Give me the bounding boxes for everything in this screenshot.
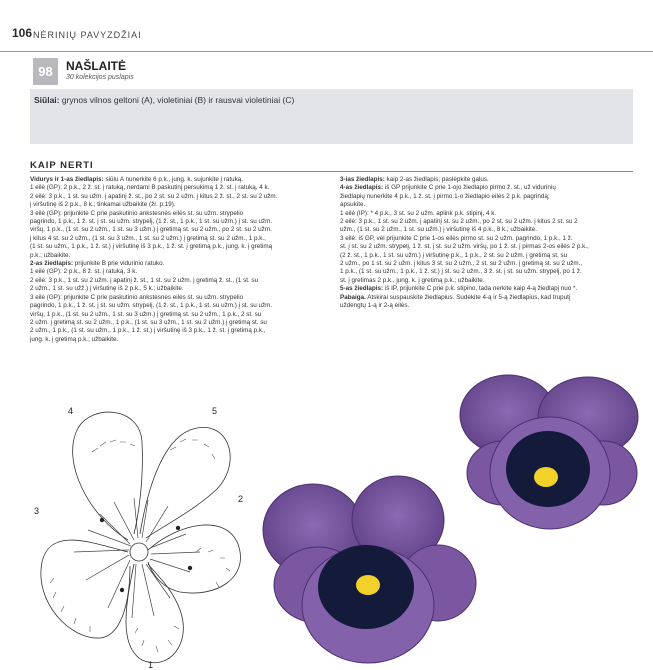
instruction-text: užm., (1 st. su 2 užm., 1 st. su užm.) į viršutinę iš 4 p.k., 8 k.; užbaikite. <box>340 226 538 234</box>
instructions-divider <box>30 171 633 172</box>
instruction-text: apsukite. <box>340 201 366 209</box>
instruction-text: jung. k. į gretimą p.k.; užbaikite. <box>30 335 119 343</box>
instruction-line <box>340 243 638 251</box>
instruction-text: 3 eilė (GP): prijunkite C prie paskutinio ankstesnės eilės st. su užm. strypelio <box>30 293 244 301</box>
instruction-text: 3 eilė (GP): prijunkite C prie paskutinio ankstesnės eilės st. su užm. strypelio <box>30 209 244 217</box>
instruction-text: 2 eilė: 3 p.k., 1 st. su 2 užm. į apatinį st. su 2 užm., po 2 st. su 2 užm. į kitus 2 st. su 2 <box>340 218 578 226</box>
instruction-text: 2 užm., 1 p.k., (1 st. su užm., 1 p.k., 1 ž. st.) į viršutinę iš 3 p.k., 1 ž. st. į gretimą p.k., <box>30 327 266 335</box>
instruction-text: 2 eilė: 3 p.k., 1 st. su 2 užm. į apatinį ž. st., 1 st. su 2 užm. į gretimą ž. st., (1 st. su <box>30 276 259 284</box>
instruction-line <box>340 302 638 310</box>
instruction-text: į kitus 4 st. su 2 užm., (1 st. su 3 užm., 1 st. su 2 užm.) į gretimą st. su 2 užm., 1 p.k., <box>30 234 266 242</box>
instruction-line <box>340 277 638 285</box>
instruction-line <box>340 285 638 293</box>
instruction-line <box>30 243 322 251</box>
instruction-line <box>340 176 638 184</box>
instruction-text: iš IP, prijunkite C prie p.k. stipino, tada nerkite kaip 4-ą žiedlapį nuo *. <box>383 285 578 293</box>
petal-label-5: 5 <box>212 406 218 416</box>
instructions-right-column <box>340 176 638 311</box>
instruction-text: kaip 2-as žiedlapis; paslėpkite galus. <box>384 176 489 183</box>
instruction-line <box>340 184 638 192</box>
crochet-chart <box>30 402 260 670</box>
instruction-line <box>340 210 638 218</box>
petal-5-outline <box>140 427 230 538</box>
yarn-text: grynos vilnos geltoni (A), violetiniai (B) ir rausvai violetiniai (C) <box>59 95 295 105</box>
pansy-flower-right <box>460 375 638 529</box>
instruction-label: 5-as žiedlapis: <box>340 285 384 293</box>
instruction-line <box>340 294 638 302</box>
pattern-subtitle: 30 kolekcijos puslapis <box>66 74 134 81</box>
instruction-text: 1 eilė (GP): 2 p.k., 2 ž. st. į ratuką, nerdami B paskutinį persukimą 1 ž. st. į ratuką, 4 k. <box>30 184 270 192</box>
instruction-line <box>30 210 322 218</box>
instruction-line <box>340 201 638 209</box>
instruction-text: (1 st. su užm., 1 p.k., 1 ž. st.) į viršutinę iš 3 p.k., 1 ž. st. į gretimą p.k., jung. k. į gretimą <box>30 243 273 251</box>
instruction-line <box>340 226 638 234</box>
instruction-text: 2 užm., 1 st. su užž.) į viršutinę iš 2 p.k., 5 k.; užbaikite. <box>30 285 184 293</box>
pansy-photo <box>258 355 653 670</box>
instructions-heading: KAIP NERTI <box>30 160 94 171</box>
instruction-line <box>340 252 638 260</box>
instruction-text: st. į st. su 2 užm. strypelį, 1 ž. st. į st. su 2 užm. viršų, po 1 ž. st. į pirmas 2-os eilės 2 p.k., <box>340 243 589 251</box>
instruction-text: 1 eilė (GP): 2 p.k., 8 ž. st. į ratuką, 3 k. <box>30 268 138 276</box>
instructions-left-column <box>30 176 322 344</box>
instruction-label: 3-ias žiedlapis: <box>340 176 385 183</box>
instruction-text: viršų, 1 p.k., (1 st. su 2 užm., 1 st. su 3 užm.) į gretimą st. su 2 užm., 1 p.k., 2 st. su <box>30 310 262 318</box>
petal-label-1: 1 <box>148 660 154 670</box>
instruction-line <box>30 226 322 234</box>
instruction-line <box>30 252 322 260</box>
instruction-text: iš GP prijunkite C prie 1-ojo žiedlapio pirmo ž. st., už vidurinių <box>383 184 556 192</box>
instruction-text: žiedlapių nunerkite 4 p.k., 1 ž. st. į pirmo 1-o žiedlapio eilės 2 p.k. pagrindą; <box>340 192 550 200</box>
instruction-label: Pabaiga. <box>340 293 366 301</box>
instruction-line <box>30 302 322 310</box>
instruction-line <box>340 218 638 226</box>
instruction-line <box>30 285 322 293</box>
instruction-line <box>340 235 638 243</box>
instruction-text: 2 užm., po 1 st. su 2 užm. į kitus 3 st. su 2 užm., 2 st. su 2 užm. į gretimą st. su 2 užm., <box>340 260 583 268</box>
instruction-text: (2 ž. st., 1 p.k., 1 st. su užm.) į viršutinę p.k., 1 p.k., 2 st. su 2 užm. į gretimą st. su <box>340 251 568 259</box>
instruction-text: 1 p.k., (1 st. su užm., 1 p.k., 1 ž. st.) į st. su 2 užm., 3 ž. st. į st. su užm. strypelį, po 1 ž. <box>340 268 582 276</box>
instruction-text: p.k.; užbaikite. <box>30 251 71 259</box>
page-number: 106 <box>12 26 33 40</box>
pattern-title: NAŠLAITĖ <box>66 59 126 73</box>
instruction-text: st. į gretimas 2 p.k., jung. k. į gretimą p.k.; užbaikite. <box>340 276 485 284</box>
instruction-line <box>340 268 638 276</box>
petal-4-outline <box>73 412 143 540</box>
pansy-flower-left <box>263 476 476 663</box>
petal-2-outline <box>148 525 240 593</box>
instruction-label: 2-as žiedlapis: <box>30 260 74 268</box>
instruction-text: 1 eilė (IP): * 4 p.k., 3 st. su 2 užm. aplink p.k. stipinį, 4 k. <box>340 209 497 217</box>
instruction-line <box>30 268 322 276</box>
instruction-text: 2 užm. į gretimą st. su 2 užm., 1 p.k., (1 st. su 3 užm., 1 st. su 2 užm.) į gretimą st. su <box>30 318 267 326</box>
instruction-line <box>30 193 322 201</box>
instruction-line <box>30 218 322 226</box>
instruction-line <box>30 235 322 243</box>
instruction-label: 4-as žiedlapis: <box>340 184 384 192</box>
instruction-text: Atskirai suspauskite žiedlapius. Sudėkite 4-ą ir 5-ą žiedlapius, kad truputį <box>365 293 571 301</box>
instruction-text: pagrindo, 1 p.k., 1 ž. st. į st. su užm. strypelį, (1 ž. st., 1 p.k., 1 st. su užm.) į st. su užm. <box>30 302 273 310</box>
petal-label-4: 4 <box>68 406 74 416</box>
instruction-line <box>30 319 322 327</box>
center-ring <box>130 543 148 561</box>
instruction-line <box>340 260 638 268</box>
instruction-line <box>30 260 322 268</box>
instruction-text: prijunkite B prie vidurinio ratuko. <box>73 260 165 268</box>
petal-label-3: 3 <box>34 506 40 516</box>
petal-label-2: 2 <box>238 494 244 504</box>
instruction-text: siūlu A nunerkite 6 p.k., jung. k. sujunkite į ratuką. <box>103 176 244 183</box>
instruction-line <box>30 176 322 184</box>
instruction-text: viršų, 1 p.k., (1 st. su 2 užm., 1 st. su 3 užm.) į gretimą st. su 2 užm., po 2 st. su 2 užm. <box>30 226 272 234</box>
header-divider <box>0 51 653 52</box>
instruction-text: į viršutinę iš 2 p.k., 8 k.; tinkamai užbaikite (žr. p.19). <box>30 201 176 209</box>
instruction-line <box>30 327 322 335</box>
instruction-line <box>30 336 322 344</box>
instruction-label: Vidurys ir 1-as žiedlapis: <box>30 176 104 183</box>
instruction-line <box>30 311 322 319</box>
instruction-line <box>30 294 322 302</box>
instruction-line <box>30 277 322 285</box>
yarn-label: Siūlai: <box>34 95 60 105</box>
instruction-line <box>30 184 322 192</box>
pattern-number-badge: 98 <box>33 58 58 85</box>
section-title: NĖRINIŲ PAVYZDŽIAI <box>33 30 142 40</box>
instruction-text: 3 eilė: iš GP, vėl prijunkite C prie 1-os eilės pirmo st. su 2 užm. pagrindo, 1 p.k., 1 ž. <box>340 234 573 242</box>
yarn-info <box>34 95 294 105</box>
instruction-text: pagrindo, 1 p.k., 1 ž. st. į st. su užm. strypelį, (1 ž. st., 1 p.k., 1 st. su užm.) į st. su užm. <box>30 218 273 226</box>
instruction-text: uždengtų 1-ą ir 2-ą eilės. <box>340 302 410 310</box>
instruction-line <box>30 201 322 209</box>
instruction-line <box>340 193 638 201</box>
instruction-text: 2 eilė: 3 p.k., 1 st. su užm. į apatinį ž. st., po 2 st. su 2 užm. į kitus 2 ž. st., 2 st. su 2 užm. <box>30 192 278 200</box>
